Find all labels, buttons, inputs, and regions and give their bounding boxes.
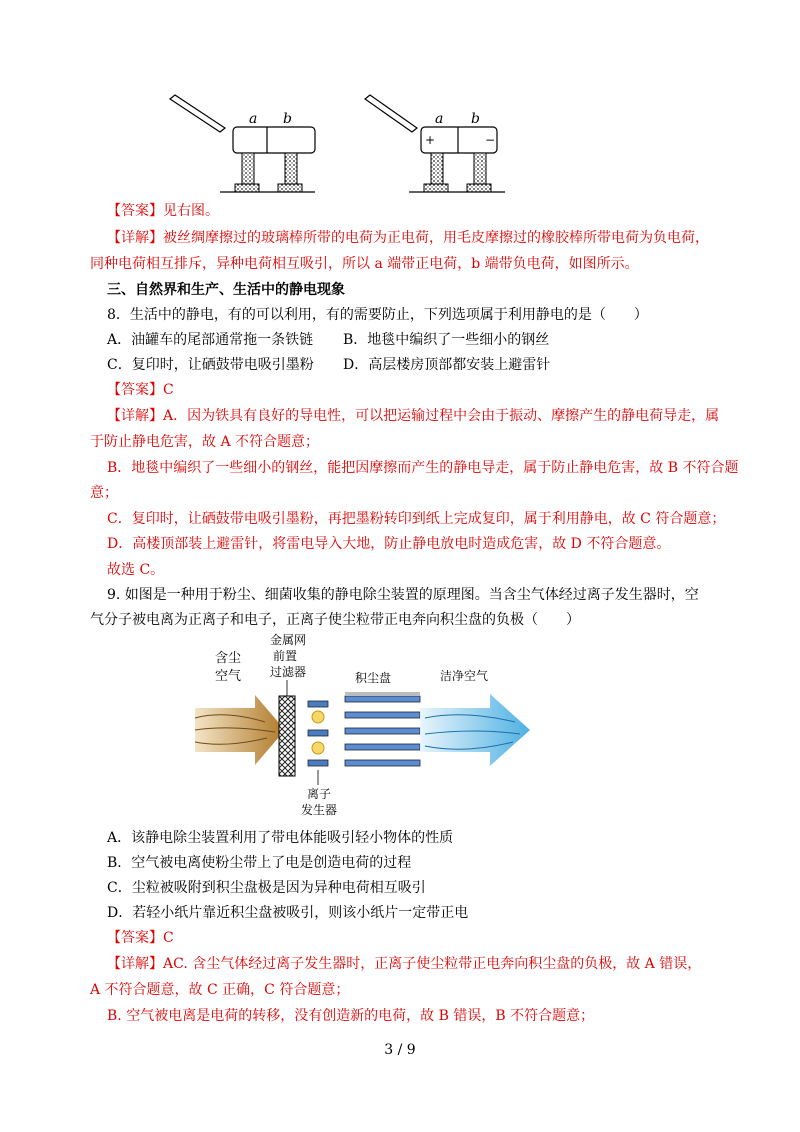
- q8-option-d: D．高层楼房顶部都安装上避雷针: [343, 357, 551, 373]
- q9-stem-line1: 9. 如图是一种用于粉尘、细菌收集的静电除尘装置的原理图。当含尘气体经过离子发生器时，空: [107, 587, 699, 603]
- q9-option-b: B．空气被电离使粉尘带上了电是创造电荷的过程: [107, 855, 412, 871]
- label-plate: 积尘盘: [355, 671, 392, 685]
- conductors-diagram: [165, 92, 525, 197]
- q9-answer: 【答案】C: [107, 930, 174, 946]
- figure-conductors: [165, 92, 525, 197]
- q9-option-c: C．尘粒被吸附到积尘盘极是因为异种电荷相互吸引: [107, 880, 426, 896]
- q8-detail-d: D．高楼顶部装上避雷针，将雷电导入大地，防止静电放电时造成危害，故 D 不符合题意。: [107, 536, 671, 552]
- minus-sign: −: [485, 133, 496, 147]
- label-b: b: [283, 111, 292, 127]
- section-title: 三、自然界和生产、生活中的静电现象: [107, 282, 345, 298]
- q8-answer: 【答案】C: [107, 382, 174, 398]
- precipitator-diagram: [195, 630, 550, 820]
- label-ion-2: 发生器: [301, 803, 338, 817]
- clean-air-arrow: [420, 694, 530, 766]
- q8-detail-b-line2: 意；: [90, 485, 118, 501]
- q8-detail-a-line2: 于防止静电危害，故 A 不符合题意；: [90, 434, 320, 450]
- left-body: [233, 127, 315, 153]
- left-leg: [242, 153, 254, 185]
- q9-detail-ac-line1: 【详解】AC. 含尘气体经过离子发生器时，正离子使尘粒带正电奔向积尘盘的负极，故 A 错误，: [107, 956, 702, 972]
- q9-option-a: A．该静电除尘装置利用了带电体能吸引轻小物体的性质: [107, 830, 454, 846]
- right-leg: [431, 153, 443, 185]
- q8-detail-b-line1: B．地毯中编织了一些细小的钢丝，能把因摩擦而产生的静电导走，属于防止静电危害，故 B 不符合题: [107, 460, 739, 476]
- label-a: a: [249, 111, 258, 127]
- q9-detail-b: B. 空气被电离是电荷的转移，没有创造新的电荷，故 B 错误，B 不符合题意；: [107, 1008, 595, 1024]
- page-number: 3 / 9: [384, 1042, 416, 1058]
- q9-detail-ac-line2: A 不符合题意，故 C 正确，C 符合题意；: [90, 982, 350, 998]
- left-conductor: [170, 95, 315, 192]
- q8-option-c: C．复印时，让硒鼓带电吸引墨粉: [107, 357, 314, 373]
- label-a: a: [435, 111, 444, 127]
- label-filter-1: 金属网: [270, 633, 307, 647]
- left-rod: [170, 95, 225, 132]
- label-filter-3: 过滤器: [270, 665, 307, 679]
- q9-option-d: D．若轻小纸片靠近积尘盘被吸引，则该小纸片一定带正电: [107, 905, 469, 921]
- label-b: b: [471, 111, 480, 127]
- q8-option-b: B．地毯中编织了一些细小的钢丝: [343, 332, 550, 348]
- q8-detail-c: C．复印时，让硒鼓带电吸引墨粉，再把墨粉转印到纸上完成复印，属于利用静电，故 C 符合题意；: [107, 511, 726, 527]
- mesh-filter: [279, 696, 295, 776]
- plus-sign: +: [425, 133, 436, 147]
- label-clean-air: 洁净空气: [440, 669, 489, 683]
- label-ion-1: 离子: [307, 787, 332, 801]
- q7-detail-line1: 【详解】被丝绸摩擦过的玻璃棒所带的电荷为正电荷，用毛皮摩擦过的橡胶棒所带电荷为负电荷，: [107, 230, 709, 246]
- figure-precipitator: [195, 630, 550, 820]
- q8-stem: 8．生活中的静电，有的可以利用，有的需要防止，下列选项属于利用静电的是（ ）: [107, 307, 648, 323]
- q9-stem-line2: 气分子被电离为正离子和电子，正离子使尘粒带正电奔向积尘盘的负极（ ）: [90, 612, 580, 628]
- q8-detail-a-line1: 【详解】A．因为铁具有良好的导电性，可以把运输过程中会由于振动、摩擦产生的静电荷导走，属: [107, 408, 720, 424]
- label-dusty-air-1: 含尘: [215, 651, 242, 666]
- q7-answer: 【答案】见右图。: [107, 203, 219, 219]
- dusty-air-arrow: [195, 695, 285, 765]
- label-dusty-air-2: 空气: [215, 669, 242, 684]
- right-leg: [474, 153, 486, 185]
- q7-detail-line2: 同种电荷相互排斥，异种电荷相互吸引，所以 a 端带正电荷，b 端带负电荷，如图所示。: [90, 256, 639, 272]
- ion-generator: [308, 701, 328, 766]
- left-leg: [285, 153, 297, 185]
- q8-conclusion: 故选 C。: [107, 562, 165, 578]
- right-rod: [365, 95, 417, 132]
- collector-plates: [345, 692, 420, 766]
- label-filter-2: 前置: [273, 649, 298, 663]
- q8-option-a: A．油罐车的尾部通常拖一条铁链: [107, 332, 314, 348]
- right-conductor: [365, 95, 505, 192]
